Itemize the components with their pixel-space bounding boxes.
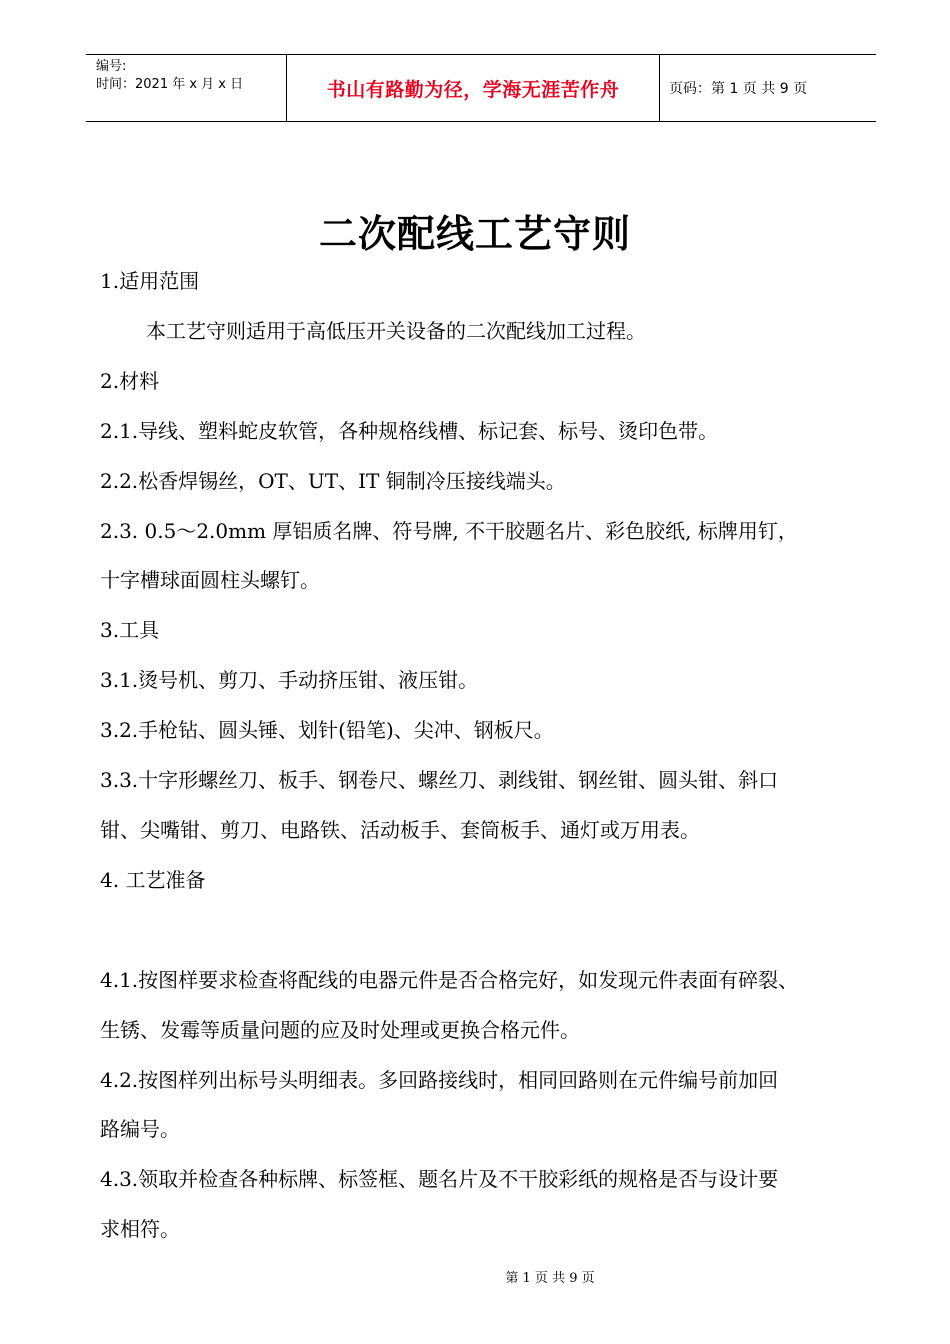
paragraph-2-2: 2.2.松香焊锡丝，OT、UT、IT 铜制冷压接线端头。	[100, 469, 566, 493]
page-footer: 第 1 页 共 9 页	[505, 1271, 595, 1286]
header-meta	[86, 55, 287, 121]
section-heading-scope: 1.适用范围	[100, 269, 200, 293]
paragraph-4-3: 4.3.领取并检查各种标牌、标签框、题名片及不干胶彩纸的规格是否与设计要	[100, 1167, 779, 1191]
section-heading-preparation: 4. 工艺准备	[100, 868, 206, 892]
paragraph-2-1: 2.1.导线、塑料蛇皮软管，各种规格线槽、标记套、标号、烫印色带。	[100, 419, 719, 443]
page-header	[86, 54, 876, 122]
paragraph-scope: 本工艺守则适用于高低压开关设备的二次配线加工过程。	[146, 319, 646, 343]
paragraph-3-2: 3.2.手枪钻、圆头锤、划针(铅笔)、尖冲、钢板尺。	[100, 718, 554, 742]
paragraph-4-1: 4.1.按图样要求检查将配线的电器元件是否合格完好，如发现元件表面有碎裂、	[100, 968, 799, 992]
paragraph-4-2: 4.2.按图样列出标号头明细表。多回路接线时，相同回路则在元件编号前加回	[100, 1068, 779, 1092]
serial-number-label: 编号:	[96, 59, 127, 74]
paragraph-2-3: 2.3. 0.5～2.0mm 厚铝质名牌、符号牌, 不干胶题名片、彩色胶纸, 标牌用钉，	[100, 519, 798, 543]
paragraph-3-3-cont: 钳、尖嘴钳、剪刀、电路铁、活动板手、套筒板手、通灯或万用表。	[100, 818, 700, 842]
section-heading-materials: 2.材料	[100, 369, 160, 393]
paragraph-3-1: 3.1.烫号机、剪刀、手动挤压钳、液压钳。	[100, 668, 479, 692]
paragraph-2-3-cont: 十字槽球面圆柱头螺钉。	[100, 568, 320, 592]
paragraph-4-3-cont: 求相符。	[100, 1217, 180, 1241]
header-motto: 书山有路勤为径，学海无涯苦作舟	[287, 55, 660, 121]
time-label: 时间：2021 年 x 月 x 日	[96, 77, 244, 92]
paragraph-3-3: 3.3.十字形螺丝刀、板手、钢卷尺、螺丝刀、剥线钳、钢丝钳、圆头钳、斜口	[100, 768, 779, 792]
section-heading-tools: 3.工具	[100, 618, 160, 642]
document-title: 二次配线工艺守则	[318, 212, 631, 256]
header-page-info: 页码：第 1 页 共 9 页	[669, 81, 808, 97]
paragraph-4-2-cont: 路编号。	[100, 1117, 180, 1141]
paragraph-4-1-cont: 生锈、发霉等质量问题的应及时处理或更换合格元件。	[100, 1018, 580, 1042]
